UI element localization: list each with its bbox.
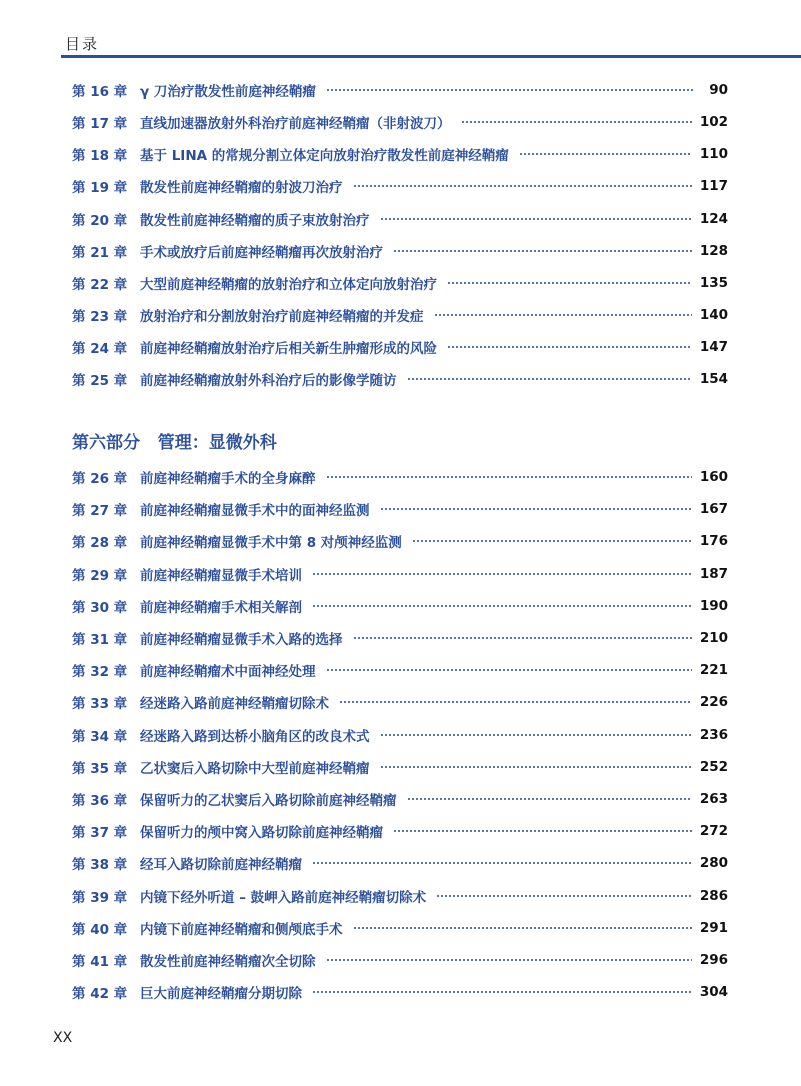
- chapter-title: 巨大前庭神经鞘瘤分期切除: [140, 986, 302, 1003]
- chapter-number: 第 33 章: [72, 696, 128, 713]
- chapter-number: 第 40 章: [72, 921, 128, 938]
- page-number: 135: [699, 274, 728, 291]
- chapter-number: 第 28 章: [72, 535, 128, 552]
- toc-entry[interactable]: [72, 821, 728, 841]
- chapter-title: 乙状窦后入路切除中大型前庭神经鞘瘤: [140, 760, 370, 777]
- page-number: 167: [699, 501, 728, 518]
- toc-entry[interactable]: [72, 628, 728, 648]
- dot-leader: [380, 766, 692, 768]
- page-number: 280: [699, 855, 728, 872]
- toc-entry[interactable]: [72, 692, 728, 712]
- page-number: 272: [699, 823, 728, 840]
- page-number: 210: [699, 630, 728, 646]
- dot-leader: [412, 540, 692, 542]
- chapter-title: 前庭神经鞘瘤显微手术入路的选择: [140, 632, 343, 648]
- chapter-number: 第 22 章: [72, 276, 128, 293]
- toc-entry[interactable]: [72, 660, 728, 680]
- page-number: 128: [699, 242, 728, 259]
- chapter-title: 经迷路入路前庭神经鞘瘤切除术: [140, 696, 329, 713]
- toc-entry[interactable]: [72, 918, 728, 938]
- chapter-title: 基于 LINA 的常规分割立体定向放射治疗散发性前庭神经鞘瘤: [140, 148, 509, 165]
- toc-entry[interactable]: [72, 337, 728, 357]
- chapter-title: 手术或放疗后前庭神经鞘瘤再次放射治疗: [140, 244, 383, 261]
- chapter-number: 第 32 章: [72, 664, 128, 681]
- toc-entry[interactable]: [72, 467, 728, 487]
- chapter-title: 前庭神经鞘瘤显微手术中第 8 对颅神经监测: [140, 535, 402, 552]
- section-heading: 第六部分 管理：显微外科: [72, 433, 277, 453]
- chapter-title: 大型前庭神经鞘瘤的放射治疗和立体定向放射治疗: [140, 276, 437, 293]
- toc-entry[interactable]: [72, 886, 728, 906]
- chapter-number: 第 17 章: [72, 116, 128, 133]
- chapter-number: 第 42 章: [72, 986, 128, 1003]
- toc-entry[interactable]: [72, 144, 728, 164]
- dot-leader: [353, 927, 692, 929]
- chapter-number: 第 21 章: [72, 244, 128, 261]
- toc-entry[interactable]: [72, 80, 728, 100]
- chapter-title: 直线加速器放射外科治疗前庭神经鞘瘤（非射波刀）: [140, 116, 451, 133]
- header-rule: [61, 55, 801, 58]
- page-number: 190: [699, 597, 728, 614]
- chapter-number: 第 37 章: [72, 825, 128, 842]
- page-number: 90: [709, 82, 728, 98]
- dot-leader: [312, 991, 692, 993]
- toc-entry[interactable]: [72, 982, 728, 1002]
- chapter-number: 第 38 章: [72, 857, 128, 874]
- toc-entry[interactable]: [72, 176, 728, 196]
- dot-leader: [312, 862, 692, 864]
- chapter-number: 第 41 章: [72, 954, 128, 970]
- page-number: 124: [699, 210, 728, 227]
- page-number: 236: [699, 726, 728, 743]
- toc-entry[interactable]: [72, 499, 728, 519]
- dot-leader: [380, 734, 692, 736]
- toc-entry[interactable]: [72, 112, 728, 132]
- dot-leader: [407, 798, 692, 800]
- chapter-title: 前庭神经鞘瘤放射外科治疗后的影像学随访: [140, 373, 397, 390]
- page-number: 296: [699, 952, 728, 968]
- chapter-number: 第 23 章: [72, 309, 128, 326]
- toc-entry[interactable]: [72, 596, 728, 616]
- chapter-number: 第 25 章: [72, 373, 128, 390]
- page-number: 176: [699, 533, 728, 550]
- chapter-title: 保留听力的乙状窦后入路切除前庭神经鞘瘤: [140, 793, 397, 809]
- dot-leader: [326, 669, 692, 671]
- page-number: 147: [699, 339, 728, 356]
- chapter-number: 第 36 章: [72, 793, 128, 809]
- chapter-title: 内镜下经外听道 – 鼓岬入路前庭神经鞘瘤切除术: [140, 889, 427, 906]
- dot-leader: [436, 895, 692, 897]
- toc-entry[interactable]: [72, 273, 728, 293]
- chapter-number: 第 24 章: [72, 341, 128, 358]
- page-number-footer: XX: [53, 1030, 73, 1046]
- page-number: 226: [699, 694, 728, 711]
- dot-leader: [326, 89, 694, 91]
- dot-leader: [380, 508, 692, 510]
- chapter-title: 内镜下前庭神经鞘瘤和侧颅底手术: [140, 921, 343, 938]
- chapter-title: 放射治疗和分割放射治疗前庭神经鞘瘤的并发症: [140, 309, 424, 326]
- page-number: 102: [699, 114, 728, 131]
- chapter-title: 前庭神经鞘瘤显微手术培训: [140, 567, 302, 584]
- chapter-number: 第 18 章: [72, 148, 128, 165]
- chapter-title: 经耳入路切除前庭神经鞘瘤: [140, 857, 302, 874]
- chapter-number: 第 30 章: [72, 599, 128, 616]
- toc-entry[interactable]: [72, 369, 728, 389]
- toc-entry[interactable]: [72, 305, 728, 325]
- chapter-title: 前庭神经鞘瘤手术相关解剖: [140, 599, 302, 616]
- dot-leader: [447, 282, 692, 284]
- dot-leader: [326, 959, 692, 961]
- chapter-title: 散发性前庭神经鞘瘤的质子束放射治疗: [140, 212, 370, 229]
- page-number: 110: [699, 146, 728, 163]
- dot-leader: [326, 476, 692, 478]
- dot-leader: [447, 346, 692, 348]
- dot-leader: [339, 701, 692, 703]
- dot-leader: [380, 218, 692, 220]
- dot-leader: [353, 185, 692, 187]
- page-number: 154: [699, 371, 728, 388]
- dot-leader: [312, 573, 692, 575]
- page-number: 187: [699, 565, 728, 582]
- chapter-title: 经迷路入路到达桥小脑角区的改良术式: [140, 728, 370, 745]
- toc-entry[interactable]: [72, 789, 728, 809]
- chapter-title: 保留听力的颅中窝入路切除前庭神经鞘瘤: [140, 825, 383, 842]
- chapter-title: 前庭神经鞘瘤放射治疗后相关新生肿瘤形成的风险: [140, 341, 437, 358]
- chapter-number: 第 29 章: [72, 567, 128, 584]
- dot-leader: [393, 250, 692, 252]
- chapter-number: 第 39 章: [72, 889, 128, 906]
- chapter-title: 散发性前庭神经鞘瘤的射波刀治疗: [140, 180, 343, 197]
- dot-leader: [461, 121, 692, 123]
- toc-entry[interactable]: [72, 757, 728, 777]
- toc-entry[interactable]: [72, 209, 728, 229]
- chapter-number: 第 31 章: [72, 632, 128, 648]
- toc-entry[interactable]: [72, 853, 728, 873]
- running-header-title: 目录: [65, 35, 100, 53]
- dot-leader: [519, 153, 692, 155]
- chapter-number: 第 34 章: [72, 728, 128, 745]
- toc-entry[interactable]: [72, 531, 728, 551]
- dot-leader: [434, 314, 692, 316]
- toc-entry[interactable]: [72, 241, 728, 261]
- toc-entry[interactable]: [72, 564, 728, 584]
- page-number: 252: [699, 758, 728, 775]
- page-number: 304: [699, 984, 728, 1001]
- toc-entry[interactable]: [72, 950, 728, 970]
- page-number: 286: [699, 887, 728, 904]
- chapter-title: 前庭神经鞘瘤手术的全身麻醉: [140, 471, 316, 487]
- chapter-number: 第 19 章: [72, 180, 128, 197]
- chapter-number: 第 27 章: [72, 503, 128, 520]
- page-number: 291: [699, 919, 728, 936]
- dot-leader: [312, 605, 692, 607]
- chapter-title: 散发性前庭神经鞘瘤次全切除: [140, 954, 316, 970]
- chapter-title: 前庭神经鞘瘤术中面神经处理: [140, 664, 316, 681]
- page-number: 221: [699, 662, 728, 679]
- toc-entry[interactable]: [72, 725, 728, 745]
- chapter-number: 第 35 章: [72, 760, 128, 777]
- dot-leader: [407, 378, 692, 380]
- dot-leader: [353, 637, 692, 639]
- page-number: 117: [699, 178, 728, 195]
- dot-leader: [393, 830, 692, 832]
- chapter-title: 前庭神经鞘瘤显微手术中的面神经监测: [140, 503, 370, 520]
- chapter-title: γ 刀治疗散发性前庭神经鞘瘤: [140, 84, 316, 100]
- chapter-number: 第 20 章: [72, 212, 128, 229]
- page-number: 140: [699, 307, 728, 324]
- page-number: 160: [699, 469, 728, 485]
- chapter-number: 第 16 章: [72, 84, 128, 100]
- chapter-number: 第 26 章: [72, 471, 128, 487]
- page-number: 263: [699, 791, 728, 807]
